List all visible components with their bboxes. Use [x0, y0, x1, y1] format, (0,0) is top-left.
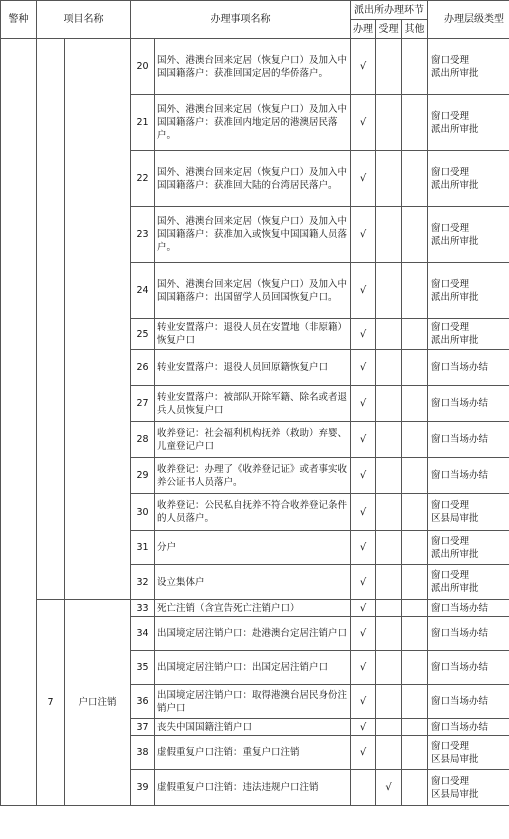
row-other-check [402, 531, 428, 565]
row-other-check [402, 770, 428, 806]
header-level: 办理层级类型 [428, 1, 509, 39]
group-number: 7 [37, 600, 65, 806]
row-level [428, 422, 509, 458]
row-other-check [402, 263, 428, 319]
row-number: 28 [131, 422, 155, 458]
row-item-name: 国外、港澳台回来定居（恢复户口）及加入中国国籍落户：获准加入或恢复中国国籍人员落户。 [155, 207, 351, 263]
row-level-line: 区县局审批 [431, 513, 479, 524]
row-level [428, 386, 509, 422]
row-level [428, 770, 509, 806]
row-level [428, 685, 509, 719]
row-level-line: 窗口受理 [431, 322, 470, 333]
row-level-line: 窗口当场办结 [431, 721, 489, 733]
row-level [428, 39, 509, 95]
row-handle-check: √ [351, 600, 376, 617]
row-handle-check: √ [351, 422, 376, 458]
row-handle-check: √ [351, 565, 376, 600]
row-item-name: 转业安置落户：被部队开除军籍、除名或者退兵人员恢复户口 [155, 386, 351, 422]
row-item-name: 出国境定居注销户口：取得港澳台居民身份注销户口 [155, 685, 351, 719]
row-number: 20 [131, 39, 155, 95]
row-accept-check [376, 600, 402, 617]
row-handle-check: √ [351, 207, 376, 263]
row-handle-check: √ [351, 319, 376, 350]
row-number: 35 [131, 651, 155, 685]
header-project: 项目名称 [37, 1, 131, 39]
row-item-name: 出国境定居注销户口：出国定居注销户口 [155, 651, 351, 685]
row-level-line: 派出所审批 [431, 123, 479, 135]
row-handle-check: √ [351, 617, 376, 651]
header-station: 派出所办理环节 [351, 1, 428, 20]
row-level [428, 494, 509, 531]
row-handle-check: √ [351, 151, 376, 207]
row-accept-check [376, 685, 402, 719]
row-level-line: 区县局审批 [431, 788, 479, 800]
row-number: 32 [131, 565, 155, 600]
row-level-line: 窗口受理 [431, 570, 470, 581]
row-level-line: 派出所审批 [431, 67, 479, 79]
row-level [428, 95, 509, 151]
row-level [428, 651, 509, 685]
row-item-name: 国外、港澳台回来定居（恢复户口）及加入中国国籍落户：获准回国定居的华侨落户。 [155, 39, 351, 95]
row-number: 39 [131, 770, 155, 806]
row-level-line: 派出所审批 [431, 179, 479, 191]
row-accept-check [376, 736, 402, 770]
row-other-check [402, 719, 428, 736]
row-item-name: 丧失中国国籍注销户口 [155, 719, 351, 736]
row-level [428, 565, 509, 600]
row-other-check [402, 651, 428, 685]
row-level-line: 窗口受理 [431, 166, 470, 178]
row-item-name: 死亡注销（含宣告死亡注销户口） [155, 600, 351, 617]
row-level [428, 151, 509, 207]
row-handle-check: √ [351, 263, 376, 319]
row-level [428, 263, 509, 319]
row-level-line: 派出所审批 [431, 335, 479, 346]
row-level-line: 窗口受理 [431, 775, 470, 787]
row-accept-check [376, 531, 402, 565]
row-level [428, 350, 509, 386]
header-category: 警种 [1, 1, 37, 39]
row-other-check [402, 386, 428, 422]
row-level-line: 窗口当场办结 [431, 602, 489, 614]
row-item-name: 收养登记：办理了《收养登记证》或者事实收养公证书人员落户。 [155, 458, 351, 494]
row-accept-check [376, 494, 402, 531]
row-level-line: 派出所审批 [431, 548, 479, 560]
row-level [428, 458, 509, 494]
row-number: 29 [131, 458, 155, 494]
row-item-name: 虚假重复户口注销：重复户口注销 [155, 736, 351, 770]
row-level-line: 窗口当场办结 [431, 398, 489, 409]
header-handle: 办理 [351, 20, 376, 39]
group-name: 户口注销 [65, 600, 131, 806]
row-level-line: 窗口当场办结 [431, 470, 489, 481]
row-item-name: 国外、港澳台回来定居（恢复户口）及加入中国国籍落户：获准回内地定居的港澳居民落户。 [155, 95, 351, 151]
row-item-name: 转业安置落户：退役人员在安置地（非原籍）恢复户口 [155, 319, 351, 350]
row-number: 38 [131, 736, 155, 770]
row-number: 27 [131, 386, 155, 422]
row-accept-check [376, 651, 402, 685]
group-name-cell-upper [65, 39, 131, 600]
header-item: 办理事项名称 [131, 1, 351, 39]
row-level [428, 319, 509, 350]
row-level [428, 600, 509, 617]
row-other-check [402, 685, 428, 719]
row-handle-check: √ [351, 39, 376, 95]
header-other: 其他 [402, 20, 428, 39]
row-number: 25 [131, 319, 155, 350]
row-accept-check: √ [376, 770, 402, 806]
row-other-check [402, 39, 428, 95]
row-accept-check [376, 319, 402, 350]
row-level-line: 窗口受理 [431, 54, 470, 66]
row-other-check [402, 458, 428, 494]
row-item-name: 转业安置落户：退役人员回原籍恢复户口 [155, 350, 351, 386]
row-level-line: 派出所审批 [431, 235, 479, 247]
row-accept-check [376, 617, 402, 651]
row-handle-check: √ [351, 531, 376, 565]
row-level-line: 区县局审批 [431, 753, 479, 765]
row-item-name: 收养登记：社会福利机构抚养（救助）弃婴、儿童登记户口 [155, 422, 351, 458]
row-accept-check [376, 422, 402, 458]
row-item-name: 分户 [155, 531, 351, 565]
row-other-check [402, 494, 428, 531]
row-level-line: 窗口受理 [431, 110, 470, 122]
row-level-line: 窗口受理 [431, 740, 470, 752]
row-level-line: 窗口受理 [431, 535, 470, 547]
row-item-name: 收养登记：公民私自抚养不符合收养登记条件的人员落户。 [155, 494, 351, 531]
row-number: 22 [131, 151, 155, 207]
row-number: 36 [131, 685, 155, 719]
row-level [428, 719, 509, 736]
row-handle-check: √ [351, 95, 376, 151]
row-accept-check [376, 350, 402, 386]
row-item-name: 国外、港澳台回来定居（恢复户口）及加入中国国籍落户：出国留学人员回国恢复户口。 [155, 263, 351, 319]
row-other-check [402, 600, 428, 617]
row-other-check [402, 565, 428, 600]
row-level [428, 617, 509, 651]
row-accept-check [376, 719, 402, 736]
row-number: 21 [131, 95, 155, 151]
table-row [1, 39, 509, 95]
row-handle-check: √ [351, 386, 376, 422]
row-accept-check [376, 151, 402, 207]
row-number: 33 [131, 600, 155, 617]
row-handle-check: √ [351, 494, 376, 531]
row-level-line: 窗口当场办结 [431, 628, 489, 639]
row-item-name: 设立集体户 [155, 565, 351, 600]
row-number: 31 [131, 531, 155, 565]
row-level-line: 派出所审批 [431, 583, 479, 594]
row-level [428, 207, 509, 263]
group-number-cell-upper [37, 39, 65, 600]
row-level-line: 窗口受理 [431, 222, 470, 234]
row-handle-check: √ [351, 651, 376, 685]
row-other-check [402, 736, 428, 770]
row-other-check [402, 207, 428, 263]
row-handle-check: √ [351, 350, 376, 386]
row-item-name: 国外、港澳台回来定居（恢复户口）及加入中国国籍落户：获准回大陆的台湾居民落户。 [155, 151, 351, 207]
row-handle-check: √ [351, 736, 376, 770]
row-other-check [402, 350, 428, 386]
row-number: 37 [131, 719, 155, 736]
row-accept-check [376, 95, 402, 151]
row-accept-check [376, 207, 402, 263]
row-item-name: 虚假重复户口注销：违法违规户口注销 [155, 770, 351, 806]
row-accept-check [376, 39, 402, 95]
row-number: 34 [131, 617, 155, 651]
row-handle-check: √ [351, 719, 376, 736]
row-number: 26 [131, 350, 155, 386]
row-level [428, 531, 509, 565]
row-level-line: 窗口受理 [431, 500, 470, 511]
row-item-name: 出国境定居注销户口：赴港澳台定居注销户口 [155, 617, 351, 651]
row-other-check [402, 319, 428, 350]
row-level-line: 窗口当场办结 [431, 662, 489, 673]
row-number: 23 [131, 207, 155, 263]
row-accept-check [376, 565, 402, 600]
row-other-check [402, 422, 428, 458]
row-level-line: 窗口当场办结 [431, 434, 489, 445]
header-accept: 受理 [376, 20, 402, 39]
row-level-line: 派出所审批 [431, 291, 479, 303]
table-row [1, 600, 509, 617]
row-level [428, 736, 509, 770]
row-other-check [402, 95, 428, 151]
row-accept-check [376, 386, 402, 422]
category-cell [1, 39, 37, 806]
row-number: 30 [131, 494, 155, 531]
row-handle-check: √ [351, 685, 376, 719]
row-handle-check: √ [351, 458, 376, 494]
row-accept-check [376, 263, 402, 319]
row-other-check [402, 151, 428, 207]
row-accept-check [376, 458, 402, 494]
row-handle-check [351, 770, 376, 806]
row-level-line: 窗口受理 [431, 278, 470, 290]
row-number: 24 [131, 263, 155, 319]
row-other-check [402, 617, 428, 651]
row-level-line: 窗口当场办结 [431, 362, 489, 373]
row-level-line: 窗口当场办结 [431, 696, 489, 707]
